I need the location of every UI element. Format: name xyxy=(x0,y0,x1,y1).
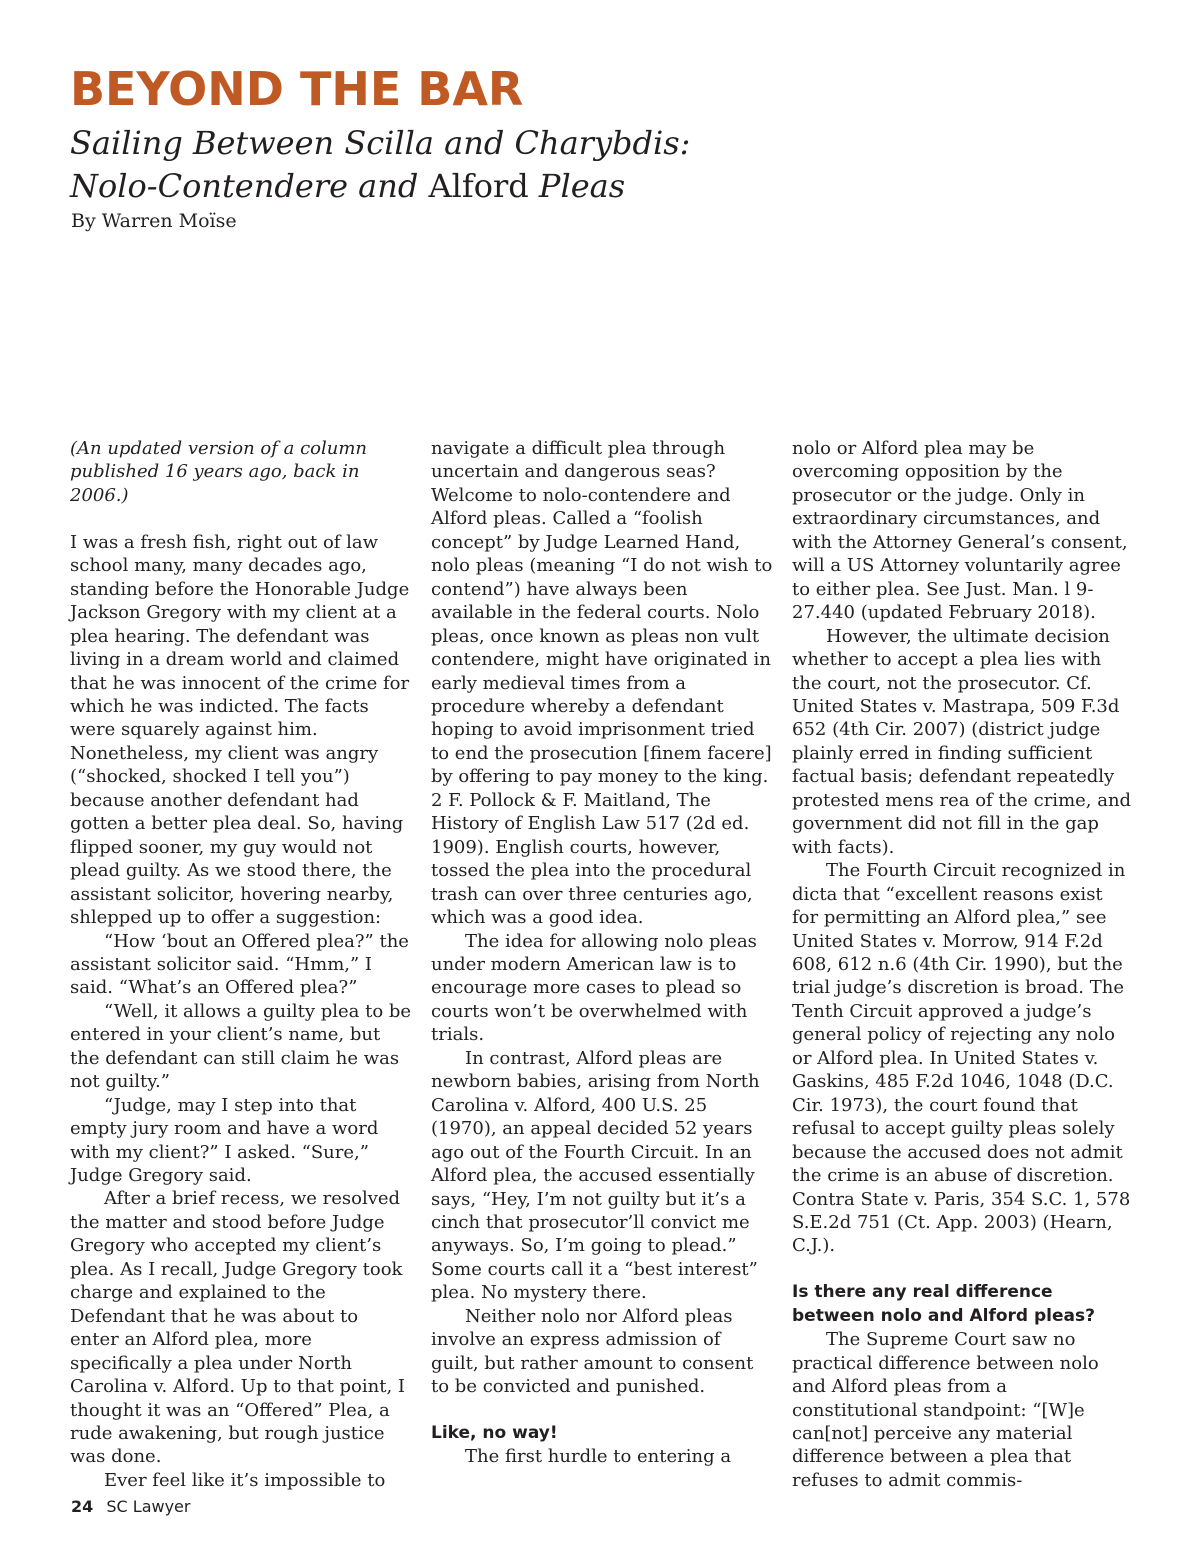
paragraph: “Well, it allows a guilty plea to be entered in your client’s name, but the defendant can still claim he was not guilty.” xyxy=(70,1000,412,1093)
title-line-2-part-a: Nolo-Contendere and xyxy=(70,167,429,205)
paragraph: The Supreme Court saw no practical difference between nolo and Alford pleas from a constitutional standpoint: “[W]e can[not] perceive any material difference between a plea that refuses to admit commis- xyxy=(792,1329,1099,1491)
title-line-2-part-b: Alford xyxy=(428,167,529,205)
title-line-1: Sailing Between Scilla and Charybdis: xyxy=(70,124,691,162)
paragraph: Neither nolo nor Alford pleas involve an express admission of guilt, but rather amount to consent to be convicted and punished. xyxy=(431,1305,754,1398)
byline: By Warren Moïse xyxy=(71,210,237,232)
title-line-2 xyxy=(70,165,690,208)
paragraph: The idea for allowing nolo pleas under modern American law is to encourage more cases to plead so courts won’t be overwhelmed with trials. xyxy=(431,930,757,1046)
paragraph: navigate a difficult plea through uncertain and dangerous seas? Welcome to nolo-contendere and Alford pleas. Called a “foolish concept” by Judge Learned Hand, nolo pleas (meaning “I do not wish to contend”) have always been available in the federal courts. Nolo pleas, once known as pleas non vult contendere, might have originated in early medieval times from a procedure whereby a defendant hoping to avoid imprisonment tried to end the prosecution [finem facere] by offering to pay money to the king. 2 F. Pollock & F. Maitland, The History of English Law 517 (2d ed. 1909). English courts, however, tossed the plea into the procedural trash can over three centuries ago, which was a good idea. xyxy=(431,438,773,929)
paragraph: I was a fresh fish, right out of law school many, many decades ago, standing before the Honorable Judge Jackson Gregory with my client at a plea hearing. The defendant was living in a dream world and claimed that he was innocent of the crime for which he was indicted. The facts were squarely against him. Nonetheless, my client was angry (“shocked, shocked I tell you”) because another defendant had gotten a better plea deal. So, having flipped sooner, my guy would not plead guilty. As we stood there, the assistant solicitor, hovering nearby, shlepped up to offer a suggestion: xyxy=(70,531,410,929)
paragraph: “Judge, may I step into that empty jury room and have a word with my client?” I asked. “Sure,” Judge Gregory said. xyxy=(70,1094,379,1187)
article-kicker: BEYOND THE BAR xyxy=(70,62,524,116)
column-2 xyxy=(431,437,773,1469)
paragraph: The Fourth Circuit recognized in dicta that “excellent reasons exist for permitting an Alford plea,” see United States v. Morrow, 914 F.2d 608, 612 n.6 (4th Cir. 1990), but the trial judge’s discretion is broad. The Tenth Circuit approved a judge’s general policy of rejecting any nolo or Alford plea. In United States v. Gaskins, 485 F.2d 1046, 1048 (D.C. Cir. 1973), the court found that refusal to accept guilty pleas solely because the accused does not admit the crime is an abuse of discretion. Contra State v. Paris, 354 S.C. 1, 578 S.E.2d 751 (Ct. App. 2003) (Hearn, C.J.). xyxy=(792,860,1131,1257)
page-footer xyxy=(71,1497,190,1516)
paragraph: In contrast, Alford pleas are newborn babies, arising from North Carolina v. Alford, 400 U.S. 25 (1970), an appeal decided 52 years ago out of the Fourth Circuit. In an Alford plea, the accused essentially says, “Hey, I’m not guilty but it’s a cinch that prosecutor’ll convict me anyways. So, I’m going to plead.” Some courts call it a “best interest” plea. No mystery there. xyxy=(431,1047,760,1304)
intro-note: (An updated version of a column published 16 years ago, back in 2006.) xyxy=(70,438,368,506)
paragraph: Ever feel like it’s impossible to xyxy=(104,1469,386,1491)
publication-name: SC Lawyer xyxy=(106,1497,191,1516)
paragraph: However, the ultimate decision whether to accept a plea lies with the court, not the prosecutor. Cf. United States v. Mastrapa, 509 F.3d 652 (4th Cir. 2007) (district judge plainly erred in finding sufficient factual basis; defendant repeatedly protested mens rea of the crime, and government did not fill in the gap with facts). xyxy=(792,625,1132,858)
column-1 xyxy=(70,437,412,1492)
article-title xyxy=(70,122,690,208)
paragraph: After a brief recess, we resolved the matter and stood before Judge Gregory who accepted my client’s plea. As I recall, Judge Gregory took charge and explained to the Defendant that he was about to enter an Alford plea, more specifically a plea under North Carolina v. Alford. Up to that point, I thought it was an “Offered” Plea, a rude awakening, but rough justice was done. xyxy=(70,1188,406,1468)
paragraph: nolo or Alford plea may be overcoming opposition by the prosecutor or the judge. Only in extraordinary circumstances, and with the Attorney General’s consent, will a US Attorney voluntarily agree to either plea. See Just. Man. l 9-27.440 (updated February 2018). xyxy=(792,438,1128,624)
column-3 xyxy=(792,437,1134,1492)
section-heading: Is there any real difference between nolo and Alford pleas? xyxy=(792,1282,1095,1326)
title-line-2-part-c: Pleas xyxy=(528,167,626,205)
page-number: 24 xyxy=(71,1497,94,1516)
paragraph: The first hurdle to entering a xyxy=(465,1446,732,1468)
section-heading: Like, no way! xyxy=(431,1423,558,1444)
paragraph: “How ‘bout an Offered plea?” the assistant solicitor said. “Hmm,” I said. “What’s an Offered plea?” xyxy=(70,930,409,999)
